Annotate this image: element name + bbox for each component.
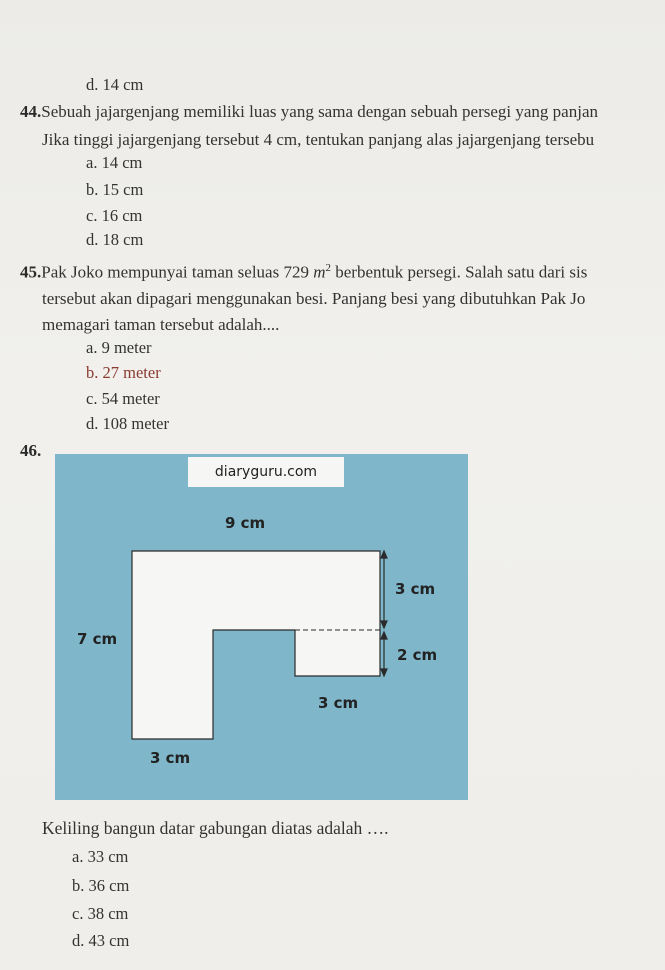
q46-number: 46.: [20, 441, 42, 460]
q46-option-b: b. 36 cm: [72, 876, 130, 895]
q45-exponent: 2: [325, 262, 331, 274]
label-top: 9 cm: [225, 514, 266, 532]
q44-option-a: a. 14 cm: [86, 153, 143, 172]
q45-text-line1a: Pak Joko mempunyai taman seluas 729: [41, 262, 314, 282]
label-left: 7 cm: [77, 630, 118, 648]
q45-text-line1b: berbentuk persegi. Salah satu dari sis: [331, 262, 588, 282]
q44-line1: [20, 102, 598, 122]
dimension-arrow-upper: [381, 551, 387, 628]
label-right-lower: 2 cm: [397, 646, 438, 664]
q44-text-line2: Jika tinggi jajargenjang tersebut 4 cm, tentukan panjang alas jajargenjang tersebu: [42, 130, 595, 149]
q45-text-line3: memagari taman tersebut adalah....: [42, 315, 280, 334]
q44-option-d: d. 18 cm: [86, 230, 144, 249]
q45-line1: [20, 262, 587, 283]
label-bottom: 3 cm: [150, 749, 191, 767]
q44-text-line1: Sebuah jajargenjang memiliki luas yang sama dengan sebuah persegi yang panjan: [41, 102, 598, 121]
q45-unit: m: [313, 262, 326, 282]
q44-number: 44.: [20, 102, 42, 121]
q46-question: Keliling bangun datar gabungan diatas adalah ….: [42, 818, 389, 838]
label-right-upper: 3 cm: [395, 580, 436, 598]
watermark: diaryguru.com: [188, 457, 344, 487]
q44-option-b: b. 15 cm: [86, 180, 144, 199]
q45-option-b: b. 27 meter: [86, 363, 161, 382]
q45-option-a: a. 9 meter: [86, 338, 152, 357]
dimension-arrow-lower: [381, 632, 387, 676]
q44-option-c: c. 16 cm: [86, 206, 143, 225]
composite-shape-figure: [55, 454, 468, 800]
q46-option-c: c. 38 cm: [72, 904, 129, 923]
shape-drawing: [55, 454, 468, 800]
q45-number: 45.: [20, 262, 42, 282]
label-inner: 3 cm: [318, 694, 359, 712]
q45-option-d: d. 108 meter: [86, 414, 169, 433]
q45-text-line2: tersebut akan dipagari menggunakan besi. Panjang besi yang dibutuhkan Pak Jo: [42, 289, 586, 308]
q46-option-a: a. 33 cm: [72, 847, 129, 866]
q46-option-d: d. 43 cm: [72, 931, 130, 950]
q43-option-d: d. 14 cm: [86, 75, 144, 94]
q45-option-c: c. 54 meter: [86, 389, 160, 408]
